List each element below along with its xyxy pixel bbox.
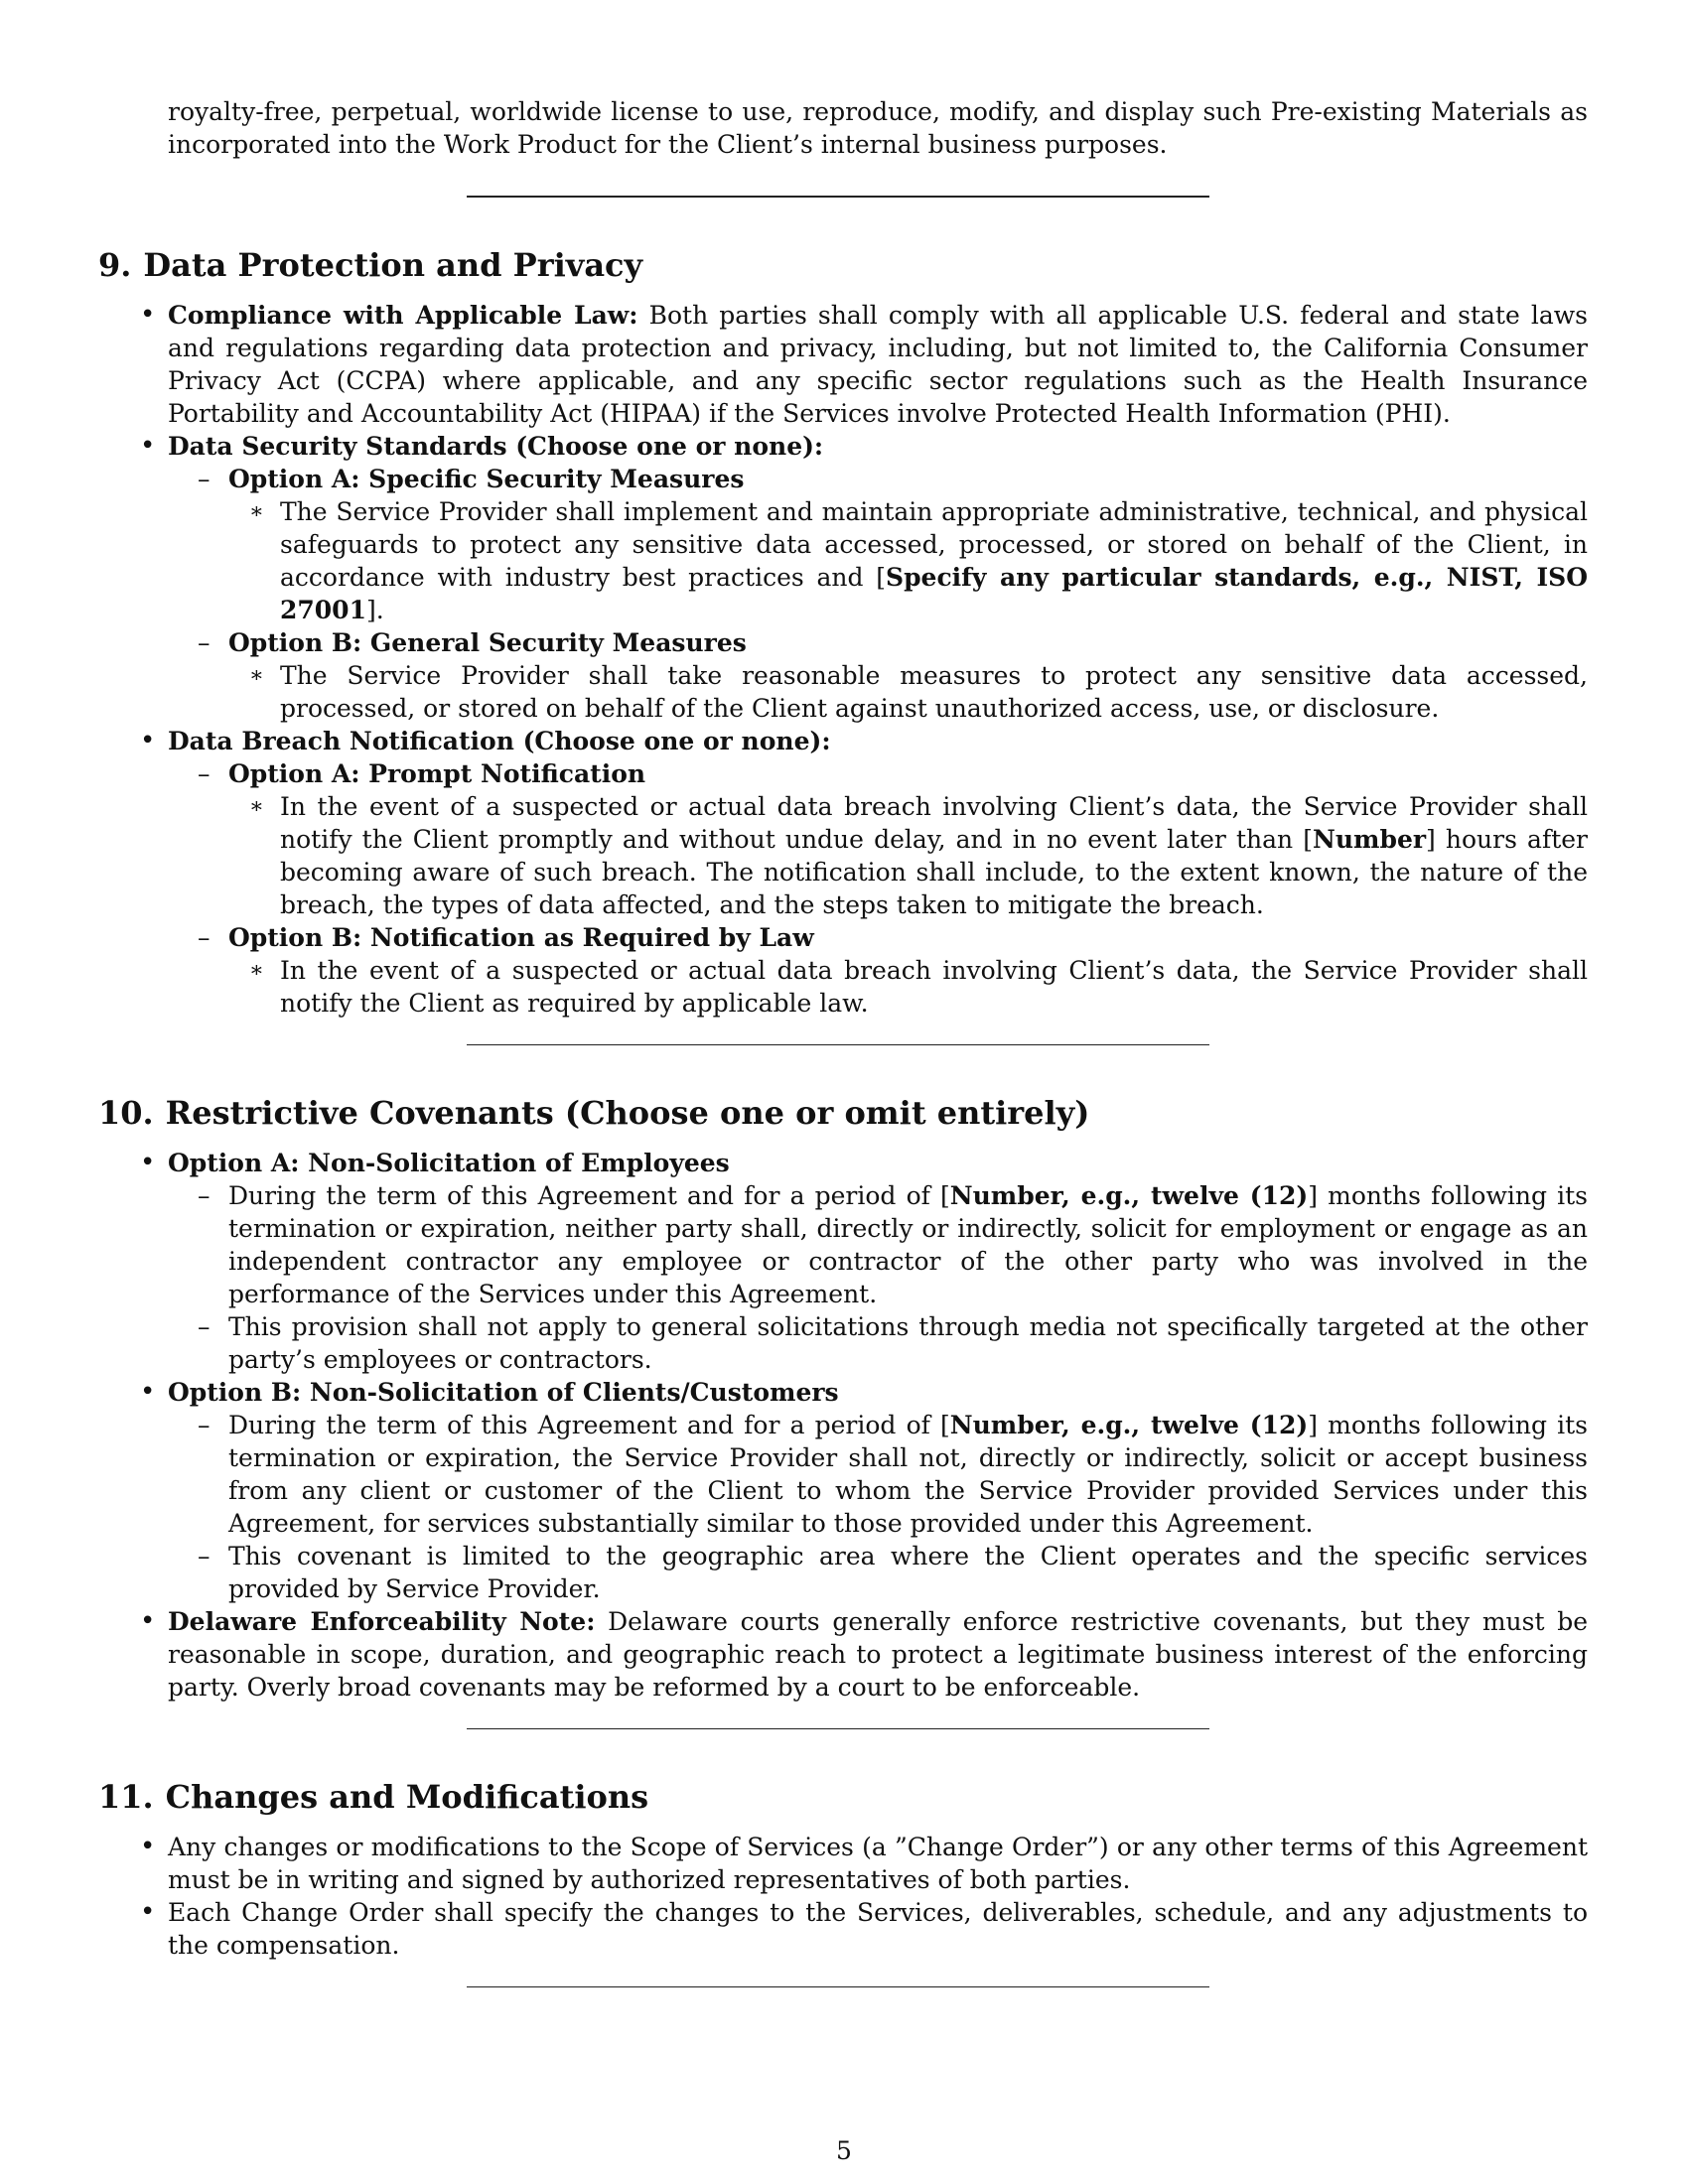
list-item: • Each Change Order shall specify the changes to the Services, deliverables, schedule, and any adjustments to the compensation. bbox=[140, 1897, 1588, 1960]
dash-icon: – bbox=[198, 1542, 211, 1570]
asterisk-icon: ∗ bbox=[249, 794, 264, 819]
bullet-icon: • bbox=[140, 1148, 156, 1177]
dash-icon: – bbox=[198, 923, 211, 952]
asterisk-icon: ∗ bbox=[249, 663, 264, 688]
section-9-list bbox=[98, 299, 1588, 1020]
list-item: • Compliance with Applicable Law: Both parties shall comply with all applicable U.S. federal and state laws and regulations regarding data protection and privacy, including, but not limited to, the California Consumer Privacy Act (CCPA) where applicable, and any specific sector regulations such as the Health Insurance Portability and Accountability Act (HIPAA) if the Services involve Protected Health Information (PHI). bbox=[140, 300, 1588, 428]
asterisk-icon: ∗ bbox=[249, 958, 264, 983]
bullet-icon: • bbox=[140, 1606, 156, 1636]
bullet-icon: • bbox=[140, 431, 156, 461]
section-heading-10: 10. Restrictive Covenants (Choose one or omit entirely) bbox=[98, 1094, 1090, 1132]
section-divider bbox=[467, 196, 1209, 198]
intro-paragraph: royalty-free, perpetual, worldwide license to use, reproduce, modify, and display such Pre-existing Materials as incorporated into the Work Product for the Client’s internal business purposes. bbox=[168, 97, 1588, 159]
list-item: • Data Breach Notification (Choose one or none): bbox=[140, 726, 831, 755]
section-10-list bbox=[98, 1147, 1588, 1704]
bullet-icon: • bbox=[140, 300, 156, 330]
section-divider bbox=[467, 1044, 1209, 1045]
list-item: – Option A: Specific Security Measures bbox=[198, 465, 745, 493]
list-item: – Option A: Prompt Notification bbox=[198, 759, 646, 788]
bullet-icon: • bbox=[140, 1832, 156, 1861]
list-item: ∗ The Service Provider shall implement and maintain appropriate administrative, technical, and physical safeguards to protect any sensitive data accessed, processed, or stored on behalf of the Client, in accordance with industry best practices and [Specify any particular standards, e.g., NIST, ISO 27001]. bbox=[249, 497, 1588, 624]
list-item: • Data Security Standards (Choose one or none): bbox=[140, 431, 824, 461]
dash-icon: – bbox=[198, 1312, 211, 1341]
list-item: – This provision shall not apply to general solicitations through media not specifically targeted at the other party’s employees or contractors. bbox=[198, 1312, 1588, 1374]
dash-icon: – bbox=[198, 628, 211, 657]
dash-icon: – bbox=[198, 759, 211, 788]
list-item: ∗ In the event of a suspected or actual data breach involving Client’s data, the Service Provider shall notify the Client promptly and without undue delay, and in no event later than [Number] hours after becoming aware of such breach. The notification shall include, to the extent known, the nature of the breach, the types of data affected, and the steps taken to mitigate the breach. bbox=[249, 792, 1588, 919]
document-body bbox=[98, 95, 1588, 1987]
dash-icon: – bbox=[198, 465, 211, 493]
dash-icon: – bbox=[198, 1411, 211, 1439]
list-item: • Any changes or modifications to the Scope of Services (a ”Change Order”) or any other terms of this Agreement must be in writing and signed by authorized representatives of both parties. bbox=[140, 1832, 1588, 1894]
bullet-icon: • bbox=[140, 1897, 156, 1927]
page-number: 5 bbox=[836, 2136, 852, 2165]
list-item: – Option B: Notification as Required by Law bbox=[198, 923, 814, 952]
section-divider bbox=[467, 1986, 1209, 1987]
section-heading-9: 9. Data Protection and Privacy bbox=[98, 246, 643, 284]
list-item: ∗ In the event of a suspected or actual data breach involving Client’s data, the Service Provider shall notify the Client as required by applicable law. bbox=[249, 956, 1588, 1018]
section-11-list bbox=[98, 1831, 1588, 1962]
bullet-icon: • bbox=[140, 1377, 156, 1407]
list-item: • Option B: Non-Solicitation of Clients/Customers bbox=[140, 1377, 839, 1407]
section-heading-11: 11. Changes and Modifications bbox=[98, 1778, 649, 1816]
asterisk-icon: ∗ bbox=[249, 499, 264, 524]
list-item: – This covenant is limited to the geographic area where the Client operates and the specific services provided by Service Provider. bbox=[198, 1542, 1588, 1603]
section-divider bbox=[467, 1728, 1209, 1729]
list-item: • Delaware Enforceability Note: Delaware courts generally enforce restrictive covenants, but they must be reasonable in scope, duration, and geographic reach to protect a legitimate business interest of the enforcing party. Overly broad covenants may be reformed by a court to be enforceable. bbox=[140, 1606, 1589, 1702]
bullet-icon: • bbox=[140, 726, 156, 755]
list-item: – During the term of this Agreement and for a period of [Number, e.g., twelve (12)] months following its termination or expiration, the Service Provider shall not, directly or indirectly, solicit or accept business from any client or customer of the Client to whom the Service Provider provided Services under this Agreement, for services substantially similar to those provided under this Agreement. bbox=[198, 1411, 1588, 1538]
list-item: – Option B: General Security Measures bbox=[198, 628, 747, 657]
list-item: – During the term of this Agreement and for a period of [Number, e.g., twelve (12)] months following its termination or expiration, neither party shall, directly or indirectly, solicit for employment or engage as an independent contractor any employee or contractor of the other party who was involved in the performance of the Services under this Agreement. bbox=[198, 1181, 1588, 1308]
list-item: • Option A: Non-Solicitation of Employees bbox=[140, 1148, 730, 1177]
dash-icon: – bbox=[198, 1181, 211, 1210]
list-item: ∗ The Service Provider shall take reasonable measures to protect any sensitive data accessed, processed, or stored on behalf of the Client against unauthorized access, use, or disclosure. bbox=[249, 661, 1588, 723]
